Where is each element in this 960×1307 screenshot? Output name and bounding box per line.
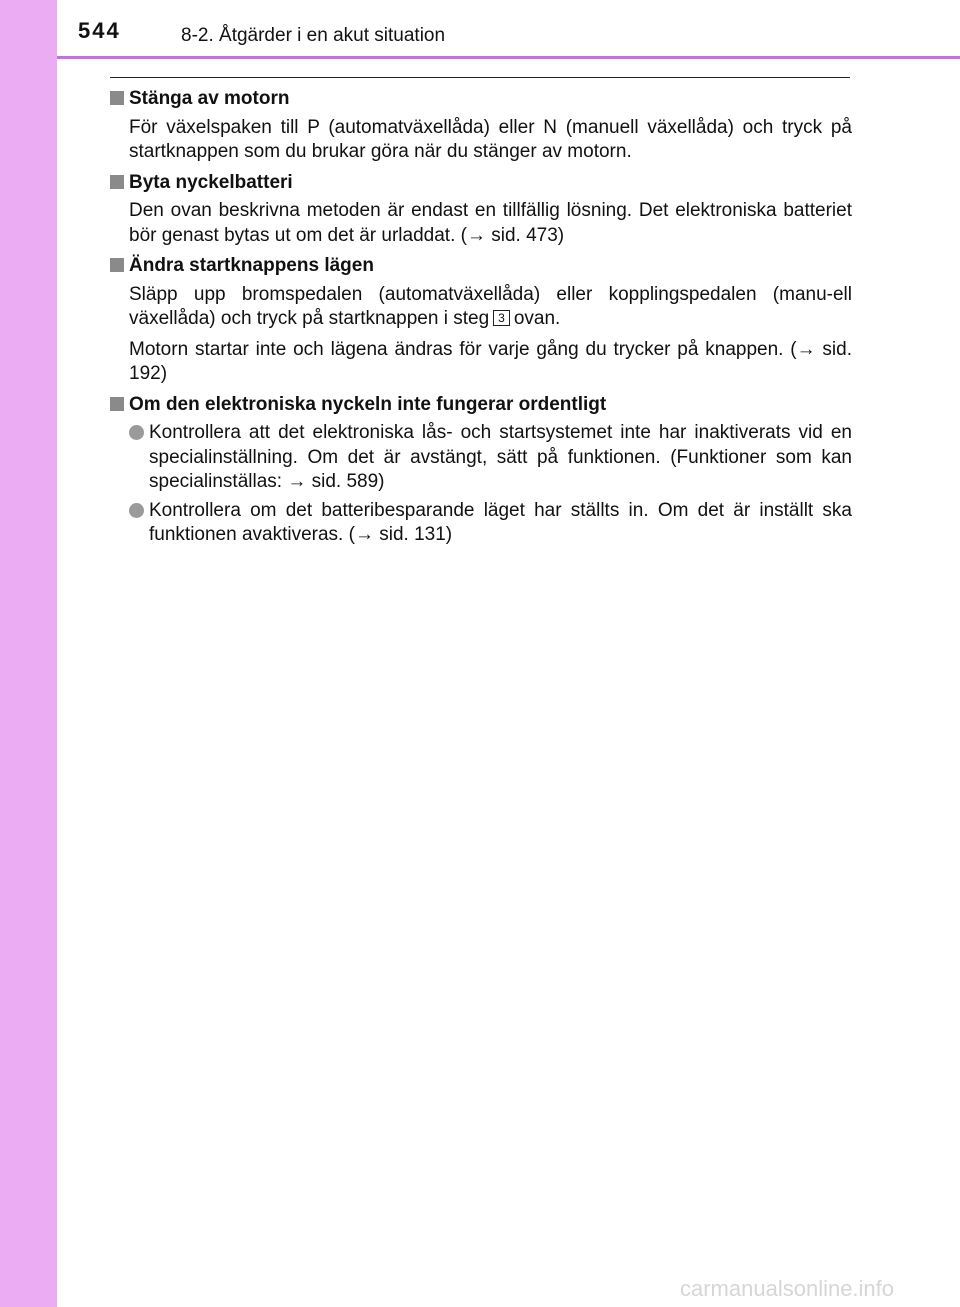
page-content [110, 87, 852, 554]
section-heading: Om den elektroniska nyckeln inte fungerar ordentligt [110, 393, 852, 418]
header-rule [57, 56, 960, 59]
section-key-not-working [110, 393, 852, 548]
square-bullet-icon [110, 91, 124, 105]
watermark: carmanualsonline.info [680, 1276, 895, 1301]
paragraph: Motorn startar inte och lägena ändras för varje gång du trycker på knappen. (→ sid. 192) [129, 338, 852, 384]
section-replace-key-battery [110, 171, 852, 249]
paragraph: Släpp upp bromspedalen (automatväxellåda) eller kopplingspedalen (manu-ell växellåda) och tryck på startknappen i steg 3 ovan. [129, 283, 852, 329]
circle-bullet-icon [129, 425, 144, 440]
section-stop-engine [110, 87, 852, 165]
section-heading: Byta nyckelbatteri [110, 171, 852, 196]
step-number-box: 3 [493, 310, 510, 326]
page-number: 544 [78, 18, 121, 43]
paragraph: För växelspaken till P (automatväxellåda) eller N (manuell växellåda) och tryck på startknappen som du brukar göra när du stänger av motorn. [129, 116, 852, 162]
side-color-strip [0, 0, 57, 1307]
list-item: Kontrollera att det elektroniska lås- och startsystemet inte har inaktiverats vid en specialinställning. Om det är avstängt, sätt på funktionen. (Funktioner som kan specialinställas: → sid. 589) [129, 421, 852, 495]
square-bullet-icon [110, 397, 124, 411]
paragraph: Den ovan beskrivna metoden är endast en tillfällig lösning. Det elektroniska batteriet bör genast bytas ut om det är urladdat. (→ sid. 473) [129, 200, 852, 246]
square-bullet-icon [110, 258, 124, 272]
section-heading: Ändra startknappens lägen [110, 254, 852, 279]
section-change-start-button-modes [110, 254, 852, 387]
square-bullet-icon [110, 175, 124, 189]
content-divider [110, 77, 850, 78]
circle-bullet-icon [129, 503, 144, 518]
section-heading: Stänga av motorn [110, 87, 852, 112]
section-title: 8-2. Åtgärder i en akut situation [181, 25, 446, 46]
list-item: Kontrollera om det batteribesparande läget har ställts in. Om det är inställt ska funktionen avaktiveras. (→ sid. 131) [129, 499, 852, 548]
